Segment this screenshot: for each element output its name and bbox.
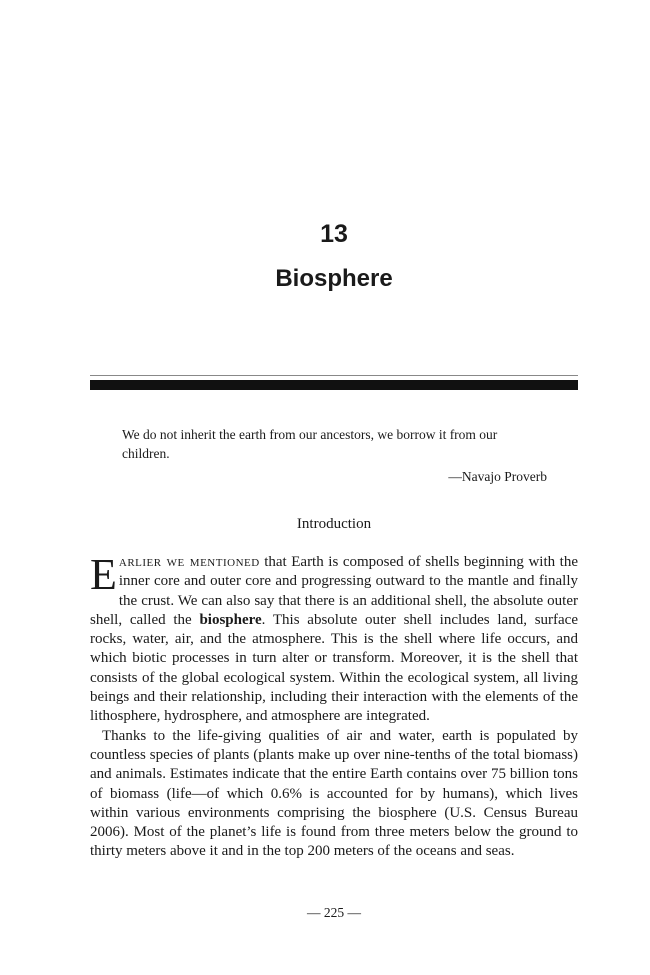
paragraph-1-text-start: that Earth is composed of shells beginning with the inner core and outer core and progressing outward to the mantle and finally the crust. We can also say that there is an additional shell, the absolute outer shell, called the [90, 554, 578, 628]
chapter-number: 13 [320, 220, 348, 248]
paragraph-2: Thanks to the life-giving qualities of air and water, earth is populated by countless species of plants (plants make up over nine-tenths of the total biomass) and animals. Estimates indicate that the entire Earth contains over 75 billion tons of biomass (life—of which 0.6% is accounted for by humans), which lives within various environments comprising the biosphere (U.S. Census Bureau 2006). Most of the planet’s life is found from three meters below the ground to thirty meters above it and in the top 200 meters of the oceans and seas. [90, 727, 578, 860]
body-text [90, 550, 578, 862]
paragraph-1-text-end: . This absolute outer shell includes land, surface rocks, water, air, and the atmosphere. This is the shell where life occurs, and which biotic processes in turn alter or transform. Moreover, it is the shell that consists of the global ecological system. Within the ecological system, all living beings and their relationship, including their interaction with the elements of the lithosphere, hydrosphere, and atmosphere are integrated. [90, 611, 578, 725]
paragraph-1 [90, 550, 578, 727]
epigraph-attribution: —Navajo Proverb [448, 469, 547, 484]
divider-thin-rule [90, 375, 578, 376]
epigraph-quote: We do not inherit the earth from our ancestors, we borrow it from our children. [122, 427, 498, 461]
drop-cap: E [90, 550, 117, 599]
page-number: — 225 — [307, 905, 361, 920]
chapter-title: Biosphere [275, 265, 393, 292]
divider-thick-rule [90, 380, 578, 390]
section-heading: Introduction [296, 516, 372, 532]
key-term-biosphere: biosphere [199, 611, 262, 628]
lead-in-small-caps: arlier we mentioned [118, 554, 260, 570]
